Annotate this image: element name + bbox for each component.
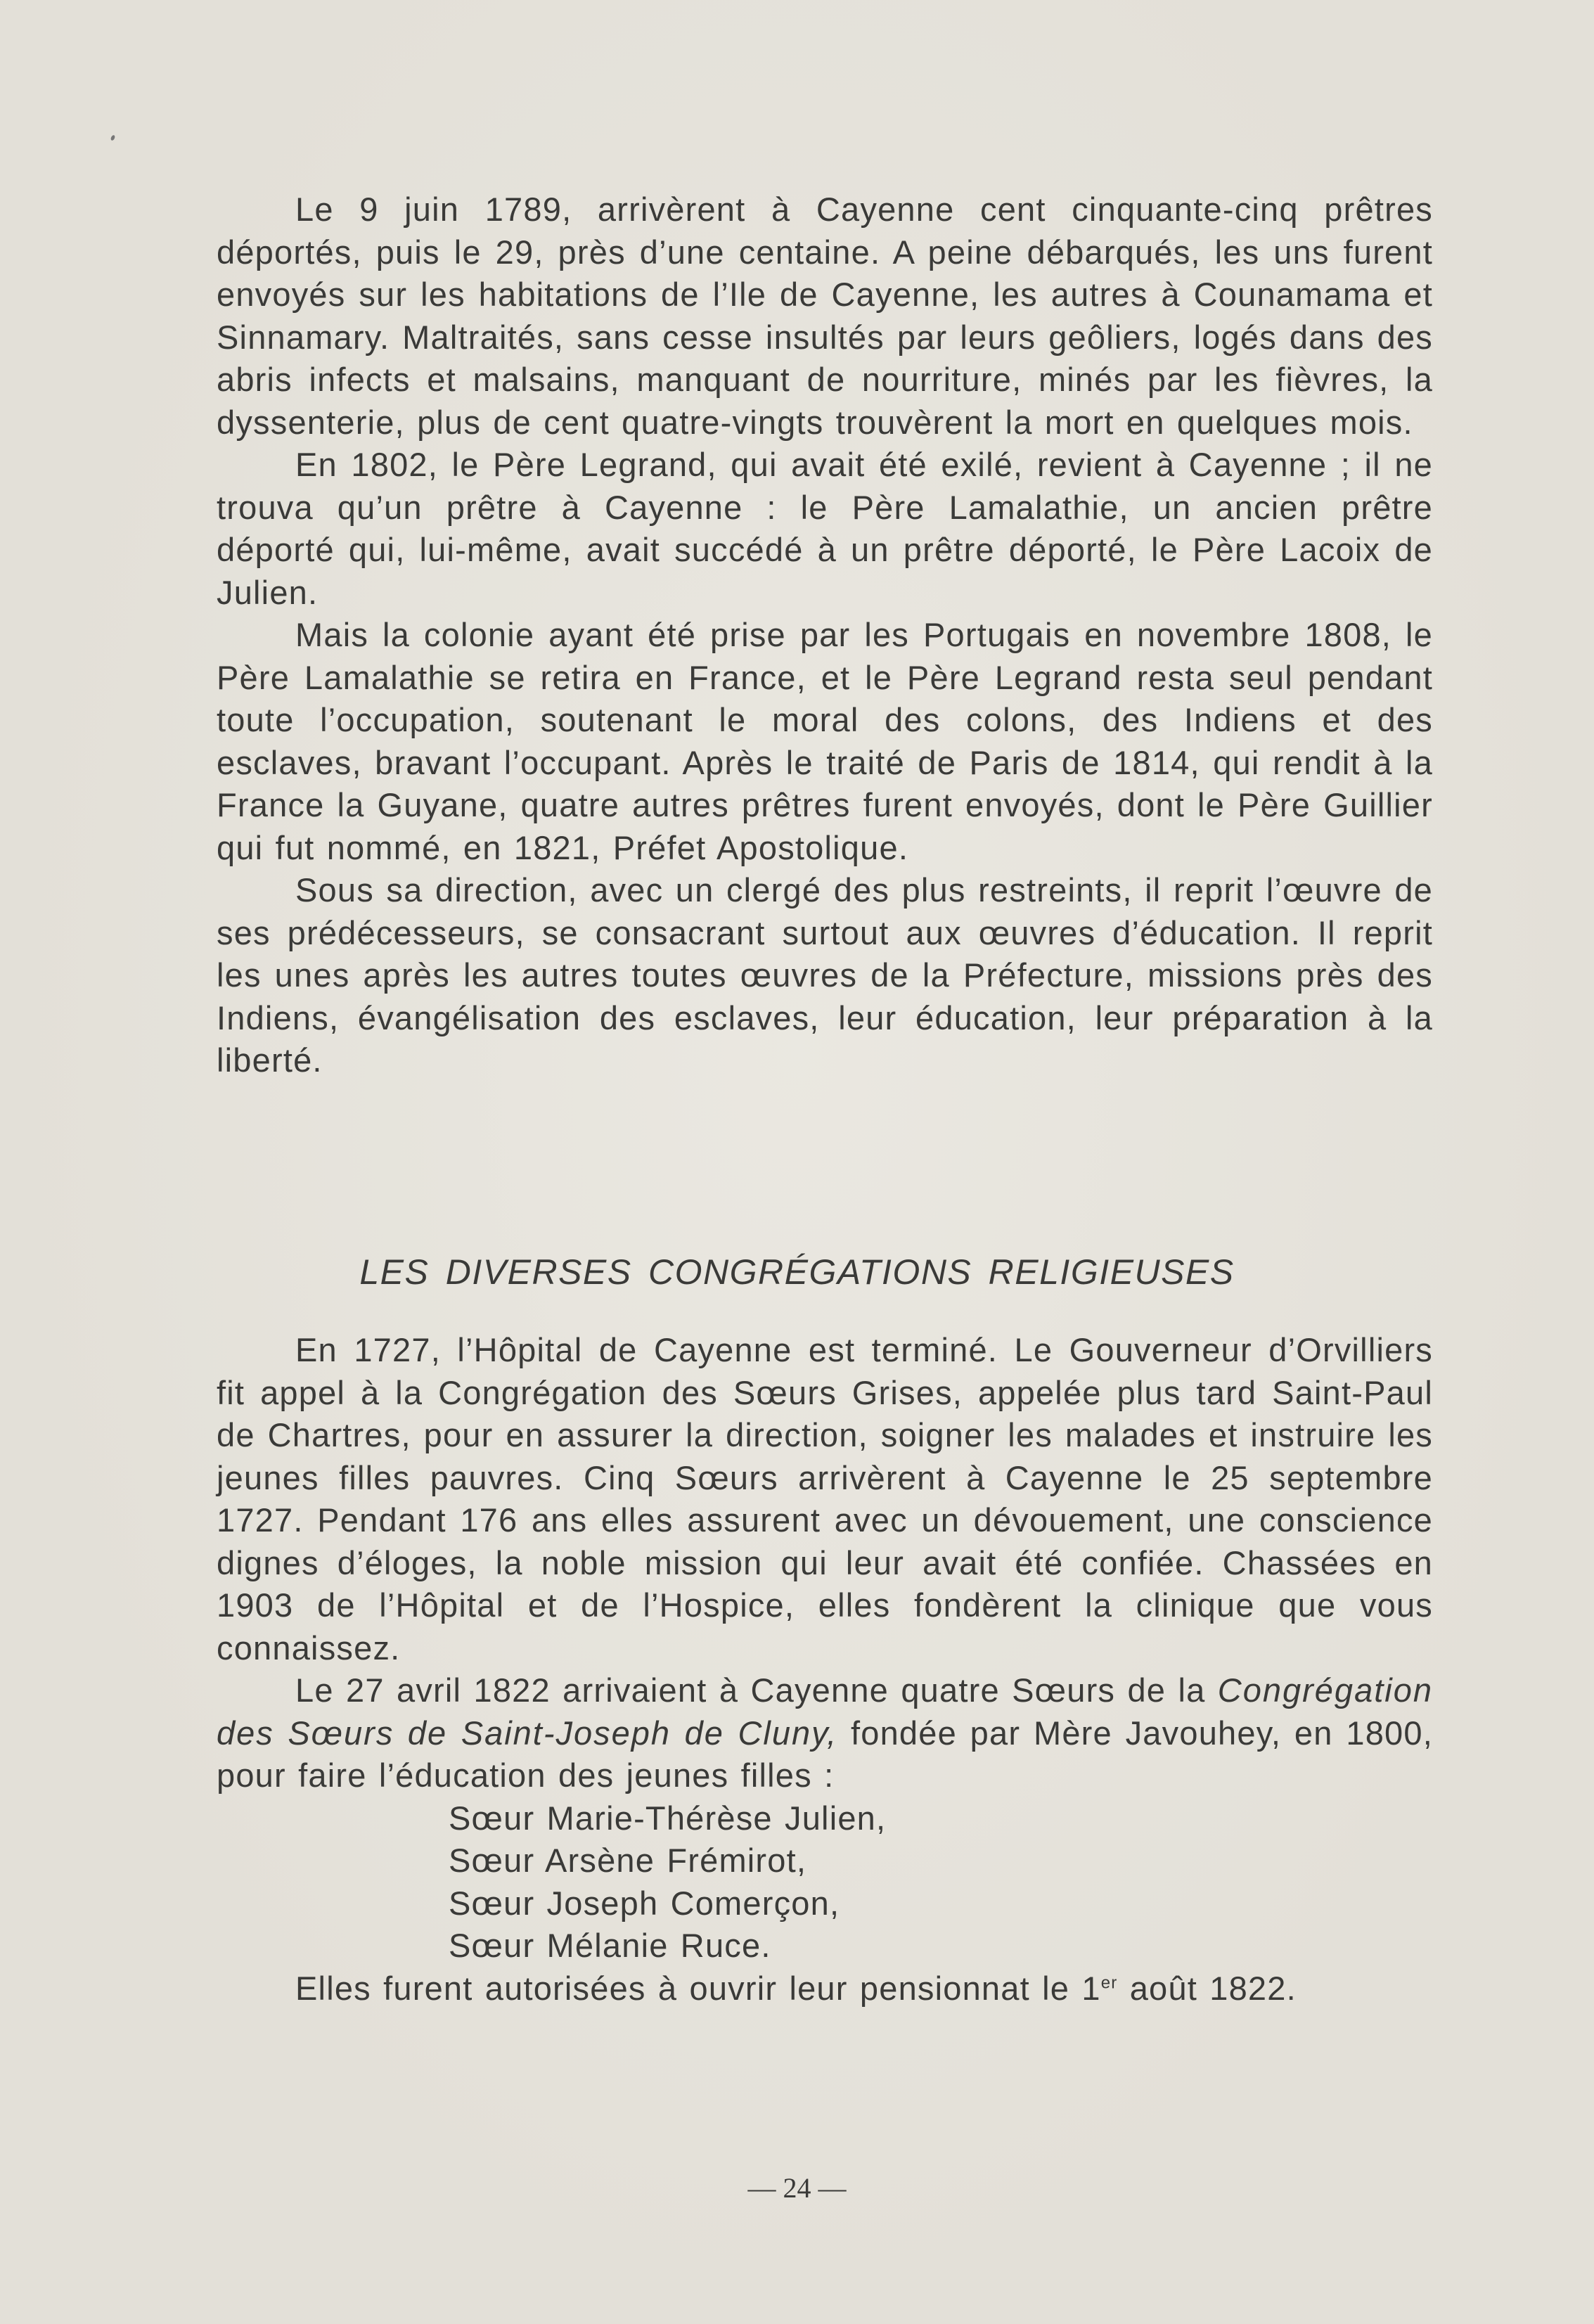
paragraph-pensionnat	[217, 1967, 1433, 2010]
congregation-name: Congrégation des Sœurs de Saint-Joseph de Cluny,	[217, 1671, 1433, 1752]
pensionnat-text-after: août 1822.	[1117, 1969, 1297, 2007]
list-item: Sœur Arsène Frémirot,	[449, 1842, 807, 1879]
list-item: Sœur Marie-Thérèse Julien,	[449, 1799, 887, 1837]
paragraph-pere-legrand: En 1802, le Père Legrand, qui avait été exilé, revient à Cayenne ; il ne trouva qu’un prêtre à Cayenne : le Père Lamalathie, un ancien prêtre déporté qui, lui-même, avait succédé à un prêtre déporté, le Père Lacoix de Julien.	[217, 446, 1433, 611]
cluny-text-before: Le 27 avril 1822 arrivaient à Cayenne quatre Sœurs de la	[295, 1671, 1206, 1709]
ink-speck	[110, 134, 116, 141]
text-block-bottom	[217, 1329, 1433, 2010]
text-block-top	[217, 188, 1433, 1082]
page-number: — 24 —	[747, 2172, 847, 2204]
list-item: Sœur Mélanie Ruce.	[449, 1927, 771, 1964]
section-heading: LES DIVERSES CONGRÉGATIONS RELIGIEUSES	[359, 1252, 1235, 1292]
list-item: Sœur Joseph Comerçon,	[449, 1884, 840, 1922]
paragraph-portuguese-occupation: Mais la colonie ayant été prise par les Portugais en novembre 1808, le Père Lamalathie se retira en France, et le Père Legrand resta seul pendant toute l’occupation, soutenant le moral des colons, des Indiens et des esclaves, bravant l’occupant. Après le traité de Paris de 1814, qui rendit à la France la Guyane, quatre autres prêtres furent envoyés, dont le Père Guillier qui fut nommé, en 1821, Préfet Apostolique.	[217, 616, 1433, 866]
pensionnat-text-before: Elles furent autorisées à ouvrir leur pensionnat le 1	[295, 1969, 1101, 2007]
ordinal-superscript: er	[1100, 1972, 1118, 1992]
paragraph-deported-priests: Le 9 juin 1789, arrivèrent à Cayenne cent cinquante-cinq prêtres déportés, puis le 29, près d’une centaine. A peine débarqués, les uns furent envoyés sur les habitations de l’Ile de Cayenne, les autres à Counamama et Sinnamary. Maltraités, sans cesse insultés par leurs geôliers, logés dans des abris infects et malsains, manquant de nourriture, minés par les fièvres, la dyssenterie, plus de cent quatre-vingts trouvèrent la mort en quelques mois.	[217, 191, 1433, 441]
paragraph-guillier-direction: Sous sa direction, avec un clergé des plus restreints, il reprit l’œuvre de ses prédécesseurs, se consacrant surtout aux œuvres d’éducation. Il reprit les unes après les autres toutes œuvres de la Préfecture, missions près des Indiens, évangélisation des esclaves, leur éducation, leur préparation à la liberté.	[217, 871, 1433, 1079]
paragraph-hospital: En 1727, l’Hôpital de Cayenne est terminé. Le Gouverneur d’Orvilliers fit appel à la Congrégation des Sœurs Grises, appelée plus tard Saint-Paul de Chartres, pour en assurer la direction, soigner les malades et instruire les jeunes filles pauvres. Cinq Sœurs arrivèrent à Cayenne le 25 septembre 1727. Pendant 176 ans elles assurent avec un dévouement, une conscience dignes d’éloges, la noble mission qui leur avait été confiée. Chassées en 1903 de l’Hôpital et de l’Hospice, elles fondèrent la clinique que vous connaissez.	[217, 1331, 1433, 1667]
paragraph-cluny	[217, 1669, 1433, 1797]
cluny-text-after: fondée par Mère Javouhey, en 1800, pour faire l’éducation des jeunes filles :	[217, 1714, 1433, 1794]
sisters-list	[449, 1797, 1433, 1967]
